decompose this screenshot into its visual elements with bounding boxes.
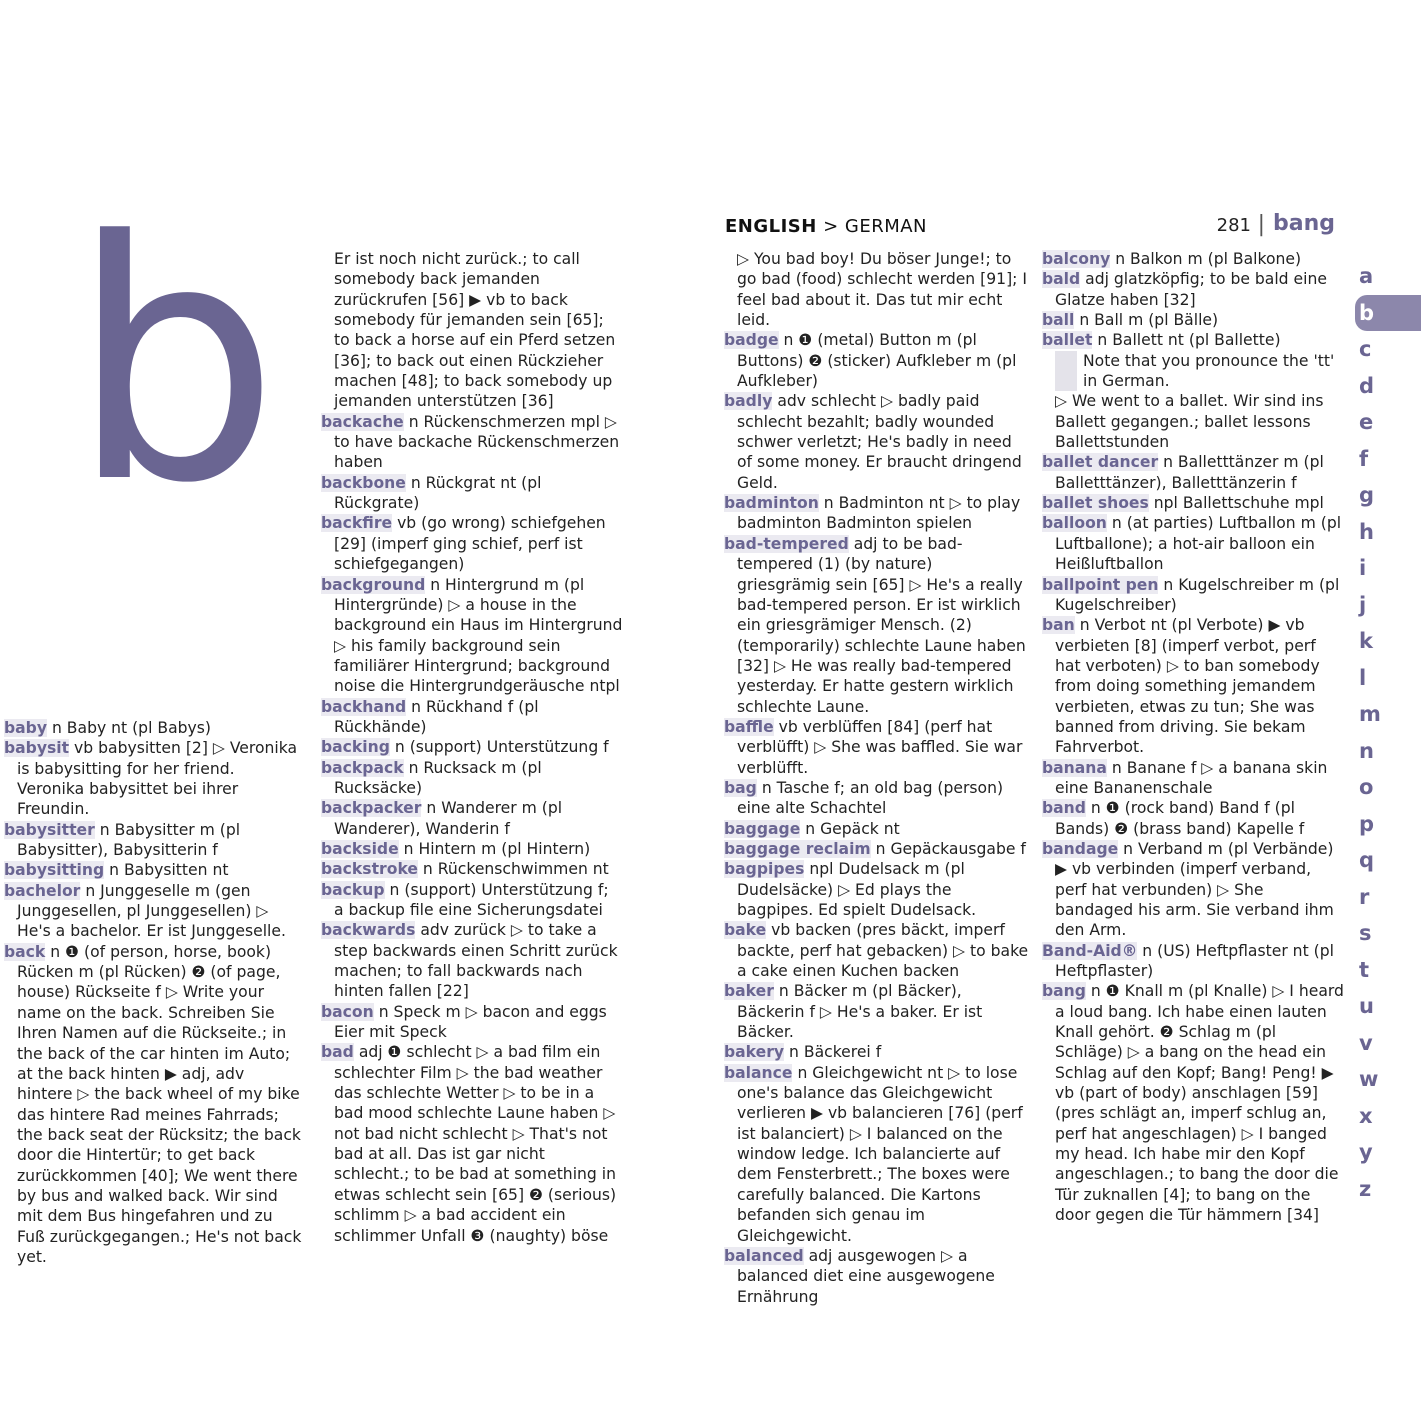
- entry-body: n Hintergrund m (pl Hintergründe) ▷ a house in the background ein Haus im Hintergrund ▷ his family background sein familiärer Hintergrund; background noise die Hintergrundgeräusche ntpl: [334, 575, 623, 696]
- dictionary-entry: [724, 1246, 1029, 1307]
- entry-body: adj to be bad-tempered (1) (by nature) griesgrämig sein [65] ▷ He's a really bad-tempered person. Er ist wirklich ein griesgrämiger Mensch. (2) (temporarily) schlechte Laune haben [32] ▷ He was really bad-tempered yesterday. Er hatte gestern wirklich schlechte Laune.: [737, 534, 1026, 716]
- dictionary-entry: [724, 819, 1029, 839]
- headword: bald: [1042, 270, 1081, 289]
- index-letter-d[interactable]: d: [1359, 373, 1375, 398]
- index-letter-m[interactable]: m: [1359, 702, 1381, 726]
- entry-body: Er ist noch nicht zurück.; to call somebody back jemanden zurückrufen [56] ▶ vb to back somebody für jemanden sein [65]; to back a horse auf ein Pferd setzen [36]; to back out einen Rückzieher machen [48]; to back somebody up jemanden unterstützen [36]: [334, 250, 616, 411]
- entry-body: npl Dudelsack m (pl Dudelsäcke) ▷ Ed plays the bagpipes. Ed spielt Dudelsack.: [737, 860, 977, 919]
- headword: badge: [724, 331, 779, 350]
- index-letter-u[interactable]: u: [1359, 994, 1374, 1018]
- language-direction: ENGLISH > GERMAN: [725, 216, 928, 237]
- entry-continuation: [1055, 351, 1345, 392]
- column-2: [321, 249, 623, 1246]
- entry-body: vb babysitten [2] ▷ Veronika is babysitting for her friend. Veronika babysittet bei ihrer Freundin.: [17, 739, 298, 819]
- entry-body: n (US) Heftpflaster nt (pl Heftpflaster): [1055, 941, 1334, 981]
- headword: ball: [1042, 311, 1075, 330]
- entry-body: n Ball m (pl Bälle): [1074, 311, 1219, 330]
- entry-body: ▷ You bad boy! Du böser Junge!; to go bad (food) schlecht werden [91]; I feel bad about it. Das tut mir echt leid.: [737, 250, 1027, 330]
- headword: babysitter: [4, 820, 95, 839]
- entry-body: n ❶ (rock band) Band f (pl Bands) ❷ (brass band) Kapelle f: [1055, 799, 1305, 838]
- index-letter-e[interactable]: e: [1359, 410, 1374, 434]
- dictionary-entry: [4, 860, 304, 880]
- entry-body: n (support) Unterstützung f; a backup file eine Sicherungsdatei: [334, 880, 609, 919]
- index-letter-y[interactable]: y: [1359, 1140, 1373, 1164]
- headword: background: [321, 575, 426, 594]
- dictionary-entry: [1042, 575, 1345, 616]
- dictionary-entry: [321, 920, 623, 1001]
- dictionary-entry: [724, 920, 1029, 981]
- index-letter-o[interactable]: o: [1359, 775, 1374, 799]
- headword: bag: [724, 778, 757, 797]
- entry-body: n Baby nt (pl Babys): [47, 719, 211, 737]
- dictionary-entry: [321, 697, 623, 738]
- headword: backside: [321, 839, 399, 858]
- dictionary-entry: [4, 820, 304, 861]
- entry-continuation: [1042, 391, 1345, 452]
- dictionary-entry: [4, 738, 304, 819]
- headword: backwards: [321, 921, 416, 940]
- index-letter-t[interactable]: t: [1359, 957, 1370, 982]
- index-letter-w[interactable]: w: [1359, 1067, 1379, 1091]
- headword: backpacker: [321, 799, 422, 818]
- headword: bad: [321, 1043, 354, 1062]
- headword: back: [4, 942, 46, 961]
- dictionary-entry: [1042, 249, 1345, 269]
- headword: backbone: [321, 473, 406, 492]
- entry-body: n Rückenschwimmen nt: [417, 860, 609, 879]
- dictionary-entry: [321, 859, 623, 879]
- dictionary-entry: [4, 942, 304, 1268]
- entry-continuation: [321, 249, 623, 412]
- dictionary-entry: [724, 534, 1029, 717]
- dictionary-entry: [321, 473, 623, 514]
- entry-body: adj glatzköpfig; to be bald eine Glatze haben [32]: [1055, 270, 1327, 309]
- headword: balloon: [1042, 514, 1107, 533]
- entry-body: n Gleichgewicht nt ▷ to lose one's balance das Gleichgewicht verlieren ▶ vb balancieren [76] (perf ist balanciert) ▷ I balanced on the window ledge. Ich balancierte auf dem Fensterbrett.; The boxes were carefully balanced. Die Kartons befanden sich genau im Gleichgewicht.: [737, 1063, 1023, 1245]
- dictionary-entry: [724, 493, 1029, 534]
- entry-body: n Badminton nt ▷ to play badminton Badminton spielen: [737, 494, 1021, 533]
- entry-body: vb backen (pres bäckt, imperf backte, perf hat gebacken) ▷ to bake a cake einen Kuchen backen: [737, 921, 1029, 981]
- headword: backpack: [321, 758, 404, 777]
- entry-body: n Balletttänzer m (pl Balletttänzer), Balletttänzerin f: [1055, 453, 1324, 492]
- dictionary-entry: [321, 737, 623, 757]
- entry-body: n Balkon m (pl Balkone): [1110, 250, 1302, 268]
- headword: balanced: [724, 1246, 804, 1265]
- headword: babysitting: [4, 861, 105, 880]
- dictionary-entry: [321, 880, 623, 921]
- headword: banana: [1042, 758, 1107, 777]
- headword: backing: [321, 738, 390, 757]
- entry-body: n Rückhand f (pl Rückhände): [334, 697, 539, 736]
- index-letter-i[interactable]: i: [1359, 556, 1367, 580]
- dictionary-entry: [724, 717, 1029, 778]
- headword: badly: [724, 392, 773, 411]
- headword: ballpoint pen: [1042, 575, 1159, 594]
- headword: bang: [1042, 982, 1086, 1001]
- headword: babysit: [4, 739, 70, 758]
- index-letter-c[interactable]: c: [1359, 337, 1372, 361]
- column-3: [724, 249, 1029, 1307]
- entry-body: n Ballett nt (pl Ballette): [1092, 331, 1281, 350]
- entry-body: ▷ We went to a ballet. Wir sind ins Ballett gegangen.; ballet lessons Ballettstunden: [1055, 392, 1324, 452]
- headword: backup: [321, 880, 385, 899]
- dictionary-entry: [1042, 615, 1345, 757]
- index-letter-x[interactable]: x: [1359, 1103, 1373, 1128]
- dictionary-entry: [1042, 941, 1345, 982]
- headword: bakery: [724, 1043, 785, 1062]
- headword: band: [1042, 799, 1086, 818]
- dictionary-entry: [1042, 513, 1345, 574]
- index-letter-l[interactable]: l: [1359, 665, 1367, 690]
- entry-body: vb verblüffen [84] (perf hat verblüfft) ▷ She was baffled. Sie war verblüfft.: [737, 717, 1023, 777]
- headword: balance: [724, 1063, 793, 1082]
- dictionary-entry: [4, 718, 304, 738]
- dictionary-entry: [321, 575, 623, 697]
- headword: backache: [321, 412, 404, 431]
- dictionary-entry: [1042, 330, 1345, 350]
- entry-body: n Verbot nt (pl Verbote) ▶ vb verbieten [8] (imperf verbot, perf hat verboten) ▷ to ban somebody from doing something jemandem verbieten, etwas zu tun; She was banned from driving. Sie bekam Fahrverbot.: [1055, 616, 1320, 757]
- dictionary-entry: [724, 1042, 1029, 1062]
- headword: ban: [1042, 616, 1075, 635]
- index-letter-f[interactable]: f: [1359, 446, 1369, 471]
- entry-body: n Verband m (pl Verbände) ▶ vb verbinden (imperf verband, perf hat verbunden) ▷ She bandaged his arm. Sie verband ihm den Arm.: [1055, 839, 1334, 940]
- entry-body: n Tasche f; an old bag (person) eine alte Schachtel: [737, 778, 1004, 818]
- entry-body: n Rückgrat nt (pl Rückgrate): [334, 473, 542, 513]
- index-letter-z[interactable]: z: [1359, 1176, 1372, 1201]
- entry-body: n Bäcker m (pl Bäcker), Bäckerin f ▷ He's a baker. Er ist Bäcker.: [737, 982, 983, 1042]
- entry-continuation: [724, 249, 1029, 330]
- dictionary-entry: [1042, 452, 1345, 493]
- dictionary-entry: [724, 391, 1029, 493]
- entry-body: n Gepäck nt: [800, 819, 900, 838]
- entry-body: n Wanderer m (pl Wanderer), Wanderin f: [334, 799, 563, 838]
- entry-body: n Babysitter m (pl Babysitter), Babysitterin f: [17, 820, 241, 860]
- entry-body: n Speck m ▷ bacon and eggs Eier mit Speck: [334, 1002, 607, 1042]
- dictionary-entry: [4, 881, 304, 942]
- index-letter-n[interactable]: n: [1359, 738, 1374, 763]
- headword: bad-tempered: [724, 534, 849, 553]
- dictionary-entry: [321, 412, 623, 473]
- headword: Band-Aid®: [1042, 941, 1138, 960]
- index-letter-s[interactable]: s: [1359, 921, 1372, 945]
- dictionary-entry: [724, 1063, 1029, 1246]
- alphabet-thumb-index: [1355, 258, 1421, 1207]
- entry-body: n Bäckerei f: [784, 1043, 882, 1062]
- entry-body: n Babysitten nt: [104, 861, 229, 880]
- dictionary-entry: [724, 981, 1029, 1042]
- entry-body: n ❶ (metal) Button m (pl Buttons) ❷ (sticker) Aufkleber m (pl Aufkleber): [737, 331, 1017, 391]
- index-letter-h[interactable]: h: [1359, 519, 1374, 544]
- headword: baggage: [724, 819, 801, 838]
- headword: backstroke: [321, 860, 418, 879]
- index-letter-j[interactable]: j: [1359, 592, 1367, 617]
- dictionary-entry: [321, 1042, 623, 1245]
- header-separator: |: [1257, 212, 1265, 237]
- index-letter-q[interactable]: q: [1359, 848, 1375, 872]
- headword: bagpipes: [724, 860, 805, 879]
- guide-word: bang: [1272, 211, 1335, 236]
- dictionary-entry: [1042, 310, 1345, 330]
- headword: bachelor: [4, 881, 81, 900]
- section-letter: b: [70, 171, 276, 555]
- dictionary-entry: [321, 798, 623, 839]
- entry-body: adj ❶ schlecht ▷ a bad film ein schlechter Film ▷ the bad weather das schlechte Wetter ▷ to be in a bad mood schlechte Laune haben ▷ not bad nicht schlecht ▷ That's not bad at all. Das ist gar nicht schlecht.; to be bad at something in etwas schlecht sein [65] ❷ (serious) schlimm ▷ a bad accident ein schlimmer Unfall ❸ (naughty) böse: [334, 1043, 617, 1245]
- headword: ballet dancer: [1042, 453, 1159, 472]
- running-header: [725, 212, 1335, 240]
- headword: bandage: [1042, 839, 1119, 858]
- headword: bake: [724, 921, 767, 940]
- dictionary-entry: [1042, 758, 1345, 799]
- dictionary-entry: [1042, 839, 1345, 941]
- entry-body: n Hintern m (pl Hintern): [398, 839, 591, 858]
- headword: ballet: [1042, 331, 1093, 350]
- entry-body: n ❶ (of person, horse, book) Rücken m (pl Rücken) ❷ (of page, house) Rückseite f ▷ Write your name on the back. Schreiben Sie Ihren Namen auf die Rückseite.; in the back of the car hinten im Auto; at the back hinten ▶ adj, adv hintere ▷ the back wheel of my bike das hintere Rad meines Fahrrads; the back seat der Rücksitz; the back door die Hintertür; to get back zurückkommen [40]; We went there by bus and walked back. Wir sind mit dem Bus hingefahren und zu Fuß zurückgegangen.; He's not back yet.: [17, 942, 302, 1266]
- entry-body: n Banane f ▷ a banana skin eine Bananenschale: [1055, 758, 1328, 797]
- entry-body: adv zurück ▷ to take a step backwards einen Schritt zurück machen; to fall backwards nach hinten fallen [22]: [334, 921, 618, 1001]
- column-4: [1042, 249, 1345, 1226]
- entry-body: n Junggeselle m (gen Junggesellen, pl Junggesellen) ▷ He's a bachelor. Er ist Junggeselle.: [17, 881, 286, 941]
- dictionary-entry: [1042, 493, 1345, 513]
- index-letter-a[interactable]: a: [1359, 264, 1374, 288]
- dictionary-entry: [321, 839, 623, 859]
- entry-body: npl Ballettschuhe mpl: [1148, 494, 1324, 513]
- dictionary-entry: [321, 758, 623, 799]
- entry-body: Note that you pronounce the 'tt' in German.: [1083, 351, 1335, 391]
- index-letter-v[interactable]: v: [1359, 1030, 1373, 1055]
- dictionary-entry: [1042, 981, 1345, 1225]
- headword: baggage reclaim: [724, 839, 871, 858]
- headword: backhand: [321, 697, 407, 716]
- headword: ballet shoes: [1042, 494, 1149, 513]
- entry-body: n Kugelschreiber m (pl Kugelschreiber): [1055, 575, 1340, 614]
- entry-body: vb (go wrong) schiefgehen [29] (imperf ging schief, perf ist schiefgegangen): [334, 514, 606, 574]
- index-letter-p[interactable]: p: [1359, 811, 1375, 836]
- entry-body: n Rückenschmerzen mpl ▷ to have backache Rückenschmerzen haben: [334, 412, 620, 472]
- headword: backfire: [321, 514, 393, 533]
- entry-body: n (support) Unterstützung f: [389, 738, 609, 757]
- dictionary-entry: [724, 330, 1029, 391]
- headword: bacon: [321, 1002, 374, 1021]
- dictionary-entry: [321, 513, 623, 574]
- entry-body: n Gepäckausgabe f: [870, 839, 1026, 858]
- page-number: 281: [1216, 215, 1251, 236]
- index-letter-r[interactable]: r: [1359, 884, 1370, 909]
- index-letter-b[interactable]: b: [1355, 295, 1421, 332]
- index-letter-g[interactable]: g: [1359, 483, 1375, 507]
- dictionary-entry: [724, 859, 1029, 920]
- entry-body: n ❶ Knall m (pl Knalle) ▷ I heard a loud bang. Ich habe einen lauten Knall gehört. ❷ Schlag m (pl Schläge) ▷ a bang on the head ein Schlag auf den Kopf; Bang! Peng! ▶ vb (part of body) anschlagen [59] (pres schlägt an, imperf schlug an, perf hat angeschlagen) ▷ I banged my head. Ich habe mir den Kopf angeschlagen.; to bang the door die Tür zuknallen [4]; to bang on the door gegen die Tür hämmern [34]: [1055, 982, 1344, 1225]
- dictionary-entry: [724, 839, 1029, 859]
- entry-body: n (at parties) Luftballon m (pl Luftballone); a hot-air balloon ein Heißluftballon: [1055, 514, 1342, 574]
- headword: balcony: [1042, 250, 1111, 268]
- headword: baffle: [724, 717, 774, 736]
- headword: baby: [4, 719, 48, 737]
- headword: badminton: [724, 494, 819, 513]
- entry-body: adv schlecht ▷ badly paid schlecht bezahlt; badly wounded schwer verletzt; He's badly in need of some money. Er braucht dringend Geld.: [737, 392, 1022, 492]
- index-letter-k[interactable]: k: [1359, 629, 1373, 653]
- dictionary-entry: [724, 778, 1029, 819]
- dictionary-entry: [1042, 269, 1345, 310]
- dictionary-entry: [321, 1002, 623, 1043]
- headword: baker: [724, 982, 774, 1001]
- entry-body: adj ausgewogen ▷ a balanced diet eine ausgewogene Ernährung: [737, 1246, 995, 1306]
- entry-body: n Rucksack m (pl Rucksäcke): [334, 758, 542, 797]
- column-1: [4, 718, 304, 1267]
- dictionary-entry: [1042, 798, 1345, 839]
